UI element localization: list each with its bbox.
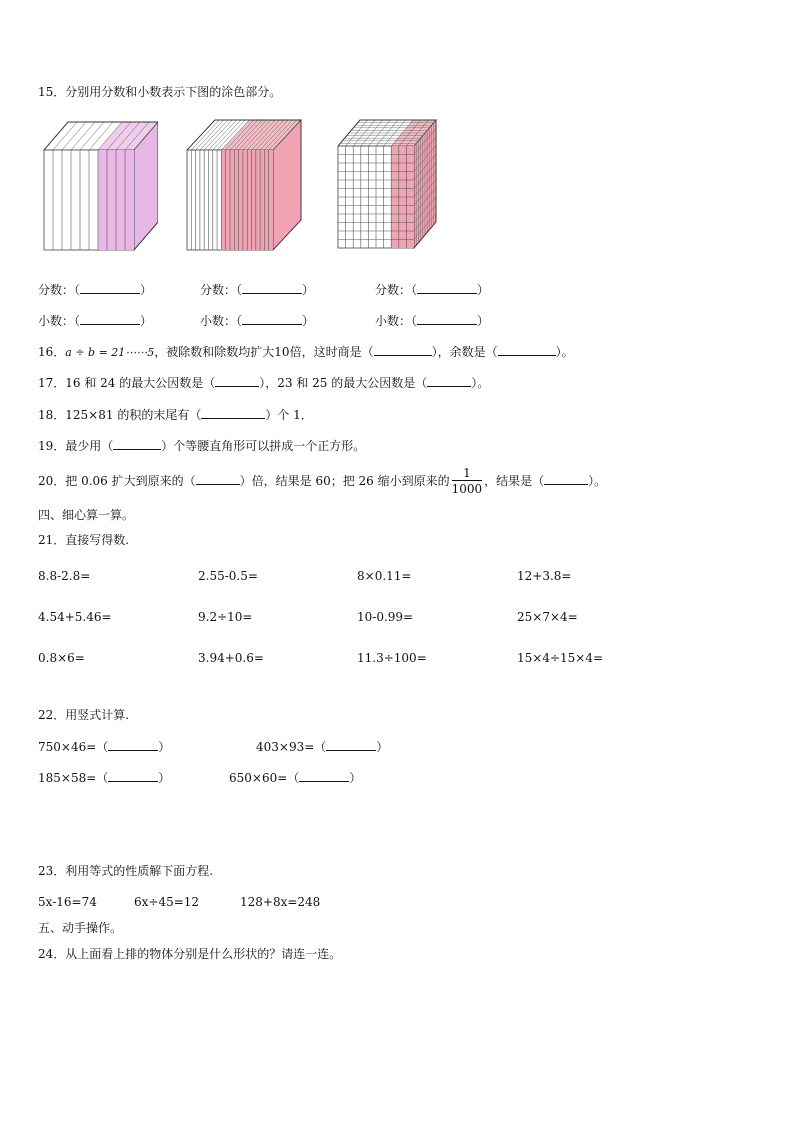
q16-quotient-blank[interactable]	[374, 343, 432, 356]
section-5-heading: 五、动手操作。	[38, 921, 123, 935]
q22-expr-3: 185×58=（	[38, 771, 109, 785]
q22-expr-2: 403×93=（	[256, 740, 327, 754]
paren-close: ）	[477, 283, 490, 297]
q20-text4: ）。	[588, 474, 607, 488]
paren-open: （	[411, 283, 418, 297]
fraction-blank-3[interactable]	[417, 281, 477, 294]
paren-close: ）	[158, 740, 171, 754]
paren-open: （	[236, 314, 243, 328]
q16-text2: ），余数是（	[431, 345, 498, 359]
q21-item: 2.55-0.5=	[198, 569, 258, 583]
fraction-blank-2[interactable]	[242, 281, 302, 294]
q23-title: 23．利用等式的性质解下面方程.	[38, 864, 214, 878]
q22-expr-1: 750×46=（	[38, 740, 109, 754]
q22-item-1	[38, 738, 170, 755]
q17-text1: 17．16 和 24 的最大公因数是（	[38, 376, 216, 390]
q23-equation-3: 128+8x=248	[240, 895, 321, 909]
q24-title: 24．从上面看上排的物体分别是什么形状的？请连一连。	[38, 947, 342, 961]
paren-close: ）	[140, 283, 153, 297]
q20-fraction	[452, 466, 483, 497]
q21-item: 4.54+5.46=	[38, 610, 112, 624]
q21-item: 8.8-2.8=	[38, 569, 91, 583]
fraction-answer-2	[200, 281, 314, 298]
q23-equation-1: 5x-16=74	[38, 895, 97, 909]
fraction-numerator: 1	[452, 466, 483, 481]
q18	[38, 406, 313, 423]
q21-item: 10-0.99=	[357, 610, 414, 624]
tenths-cube-figure	[40, 118, 158, 252]
q21-item: 15×4÷15×4=	[517, 651, 604, 665]
paren-close: ）	[349, 771, 362, 785]
q23-equation-2: 6x÷45=12	[134, 895, 200, 909]
section-4-heading: 四、细心算一算。	[38, 508, 135, 522]
q22-blank-1[interactable]	[108, 738, 158, 751]
fraction-answer-3	[375, 281, 489, 298]
q22-blank-3[interactable]	[108, 769, 158, 782]
q17	[38, 374, 489, 391]
q20-blank-2[interactable]	[544, 472, 588, 485]
q19-text1: 19．最少用（	[38, 439, 114, 453]
q17-text3: ）。	[471, 376, 490, 390]
fraction-answer-1	[38, 281, 152, 298]
q18-text2: ）个 1．	[265, 408, 313, 422]
paren-open: （	[74, 283, 81, 297]
decimal-label: 小数：	[200, 314, 237, 328]
decimal-label: 小数：	[375, 314, 412, 328]
paren-open: （	[236, 283, 243, 297]
q21-item: 11.3÷100=	[357, 651, 427, 665]
fraction-denominator: 1000	[451, 482, 483, 496]
q21-item: 8×0.11=	[357, 569, 412, 583]
q16	[38, 343, 574, 361]
q22-item-3	[38, 769, 170, 786]
q20-text2: ）倍，结果是 60；把 26 缩小到原来的	[239, 474, 450, 488]
q16-remainder-blank[interactable]	[498, 343, 556, 356]
decimal-blank-1[interactable]	[80, 312, 140, 325]
decimal-blank-2[interactable]	[242, 312, 302, 325]
hundredths-cube-figure	[185, 118, 303, 252]
q20	[38, 464, 606, 498]
q17-blank-1[interactable]	[215, 374, 259, 387]
q20-text3: ，结果是（	[484, 474, 545, 488]
q16-number: 16．	[38, 345, 66, 359]
fraction-label: 分数：	[38, 283, 75, 297]
decimal-answer-3	[375, 312, 489, 329]
paren-open: （	[411, 314, 418, 328]
q18-blank[interactable]	[201, 406, 265, 419]
q19-blank[interactable]	[113, 437, 161, 450]
q19-text2: ）个等腰直角形可以拼成一个正方形。	[161, 439, 366, 453]
q22-expr-4: 650×60=（	[229, 771, 300, 785]
q16-text3: ）。	[555, 345, 574, 359]
q22-title: 22．用竖式计算.	[38, 708, 130, 722]
q22-blank-2[interactable]	[326, 738, 376, 751]
q21-item: 3.94+0.6=	[198, 651, 264, 665]
paren-close: ）	[140, 314, 153, 328]
q20-text1: 20．把 0.06 扩大到原来的（	[38, 474, 196, 488]
paren-close: ）	[302, 314, 315, 328]
decimal-label: 小数：	[38, 314, 75, 328]
decimal-answer-2	[200, 312, 314, 329]
q15-title: 15．分别用分数和小数表示下图的涂色部分。	[38, 85, 282, 99]
q16-text1: ，被除数和除数均扩大10倍，这时商是（	[154, 345, 374, 359]
fraction-label: 分数：	[200, 283, 237, 297]
q16-expression: a ÷ b = 21⋯⋯5	[65, 346, 155, 359]
q17-text2: ），23 和 25 的最大公因数是（	[259, 376, 428, 390]
thousandths-cube-figure	[334, 116, 440, 252]
q21-item: 9.2÷10=	[198, 610, 253, 624]
q21-item: 0.8×6=	[38, 651, 85, 665]
decimal-blank-3[interactable]	[417, 312, 477, 325]
q21-title: 21．直接写得数.	[38, 533, 130, 547]
q19	[38, 437, 365, 454]
paren-close: ）	[477, 314, 490, 328]
paren-open: （	[74, 314, 81, 328]
q22-item-4	[229, 769, 361, 786]
q22-item-2	[256, 738, 388, 755]
paren-close: ）	[376, 740, 389, 754]
q18-text1: 18．125×81 的积的末尾有（	[38, 408, 202, 422]
q20-blank-1[interactable]	[196, 472, 240, 485]
q21-item: 12+3.8=	[517, 569, 572, 583]
q21-item: 25×7×4=	[517, 610, 578, 624]
decimal-answer-1	[38, 312, 152, 329]
fraction-blank-1[interactable]	[80, 281, 140, 294]
paren-close: ）	[158, 771, 171, 785]
q17-blank-2[interactable]	[427, 374, 471, 387]
paren-close: ）	[302, 283, 315, 297]
fraction-label: 分数：	[375, 283, 412, 297]
q22-blank-4[interactable]	[299, 769, 349, 782]
